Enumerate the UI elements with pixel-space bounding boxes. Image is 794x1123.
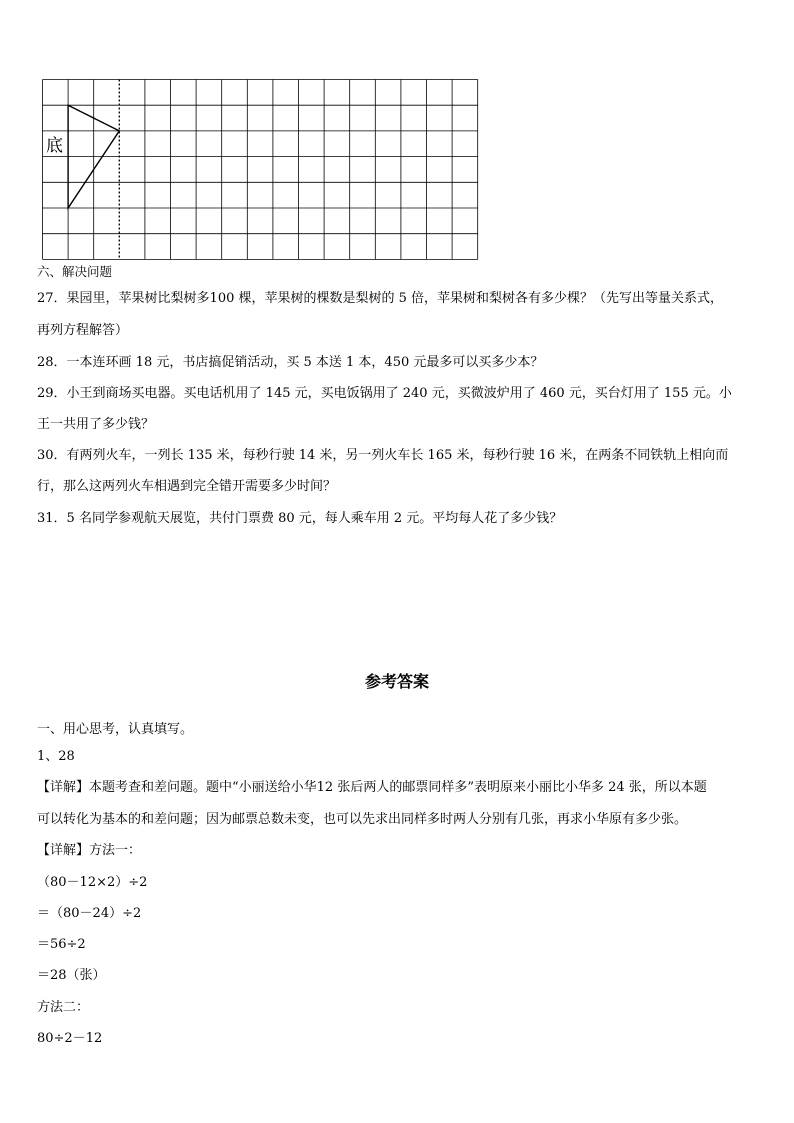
answer-1-detail-line-1: 【详解】本题考查和差问题。题中“小丽送给小华12 张后两人的邮票同样多”表明原来小丽比小华多 24 张，所以本题 <box>37 780 707 795</box>
question-30-line-2: 行，那么这两列火车相遇到完全错开需要多少时间？ <box>37 479 337 494</box>
equation-1: （80－12×2）÷2 <box>37 875 148 890</box>
section-6-heading: 六、解决问题 <box>37 264 113 279</box>
question-31: 31．5 名同学参观航天展览，共付门票费 80 元，每人乘车用 2 元。平均每人花了多少钱？ <box>37 511 563 526</box>
question-29-line-1: 29．小王到商场买电器。买电话机用了 145 元，买电饭锅用了 240 元，买微波炉用了 460 元，买台灯用了 155 元。小 <box>37 386 732 401</box>
question-29-line-2: 王一共用了多少钱？ <box>37 417 155 432</box>
question-27-line-1: 27．果园里，苹果树比梨树多100 棵，苹果树的棵数是梨树的 5 倍，苹果树和梨树各有多少棵？（先写出等量关系式， <box>37 291 724 306</box>
answer-1: 1、28 <box>37 749 75 764</box>
question-28: 28．一本连环画 18 元，书店搞促销活动，买 5 本送 1 本，450 元最多可以买多少本？ <box>37 355 544 370</box>
question-27-line-2: 再列方程解答） <box>37 323 129 338</box>
answer-1-detail-line-2: 可以转化为基本的和差问题；因为邮票总数未变，也可以先求出同样多时两人分别有几张，再求小华原有多少张。 <box>37 812 688 827</box>
answers-part-1-heading: 一、用心思考，认真填写。 <box>37 722 194 737</box>
triangle-base-label: 底 <box>46 136 63 156</box>
equation-2: ＝（80－24）÷2 <box>37 906 142 921</box>
grid-figure <box>42 79 482 263</box>
equation-3: ＝56÷2 <box>37 937 86 952</box>
answer-1-method-1: 【详解】方法一： <box>37 843 142 858</box>
equation-4: ＝28（张） <box>37 968 106 983</box>
answer-1-method-2: 方法二： <box>37 1000 90 1015</box>
question-30-line-1: 30．有两列火车，一列长 135 米，每秒行驶 14 米，另一列火车长 165 米，每秒行驶 16 米，在两条不同铁轨上相向而 <box>37 448 729 463</box>
grid-lines <box>43 80 478 260</box>
answers-title: 参考答案 <box>364 672 429 691</box>
equation-5: 80÷2－12 <box>37 1031 103 1046</box>
